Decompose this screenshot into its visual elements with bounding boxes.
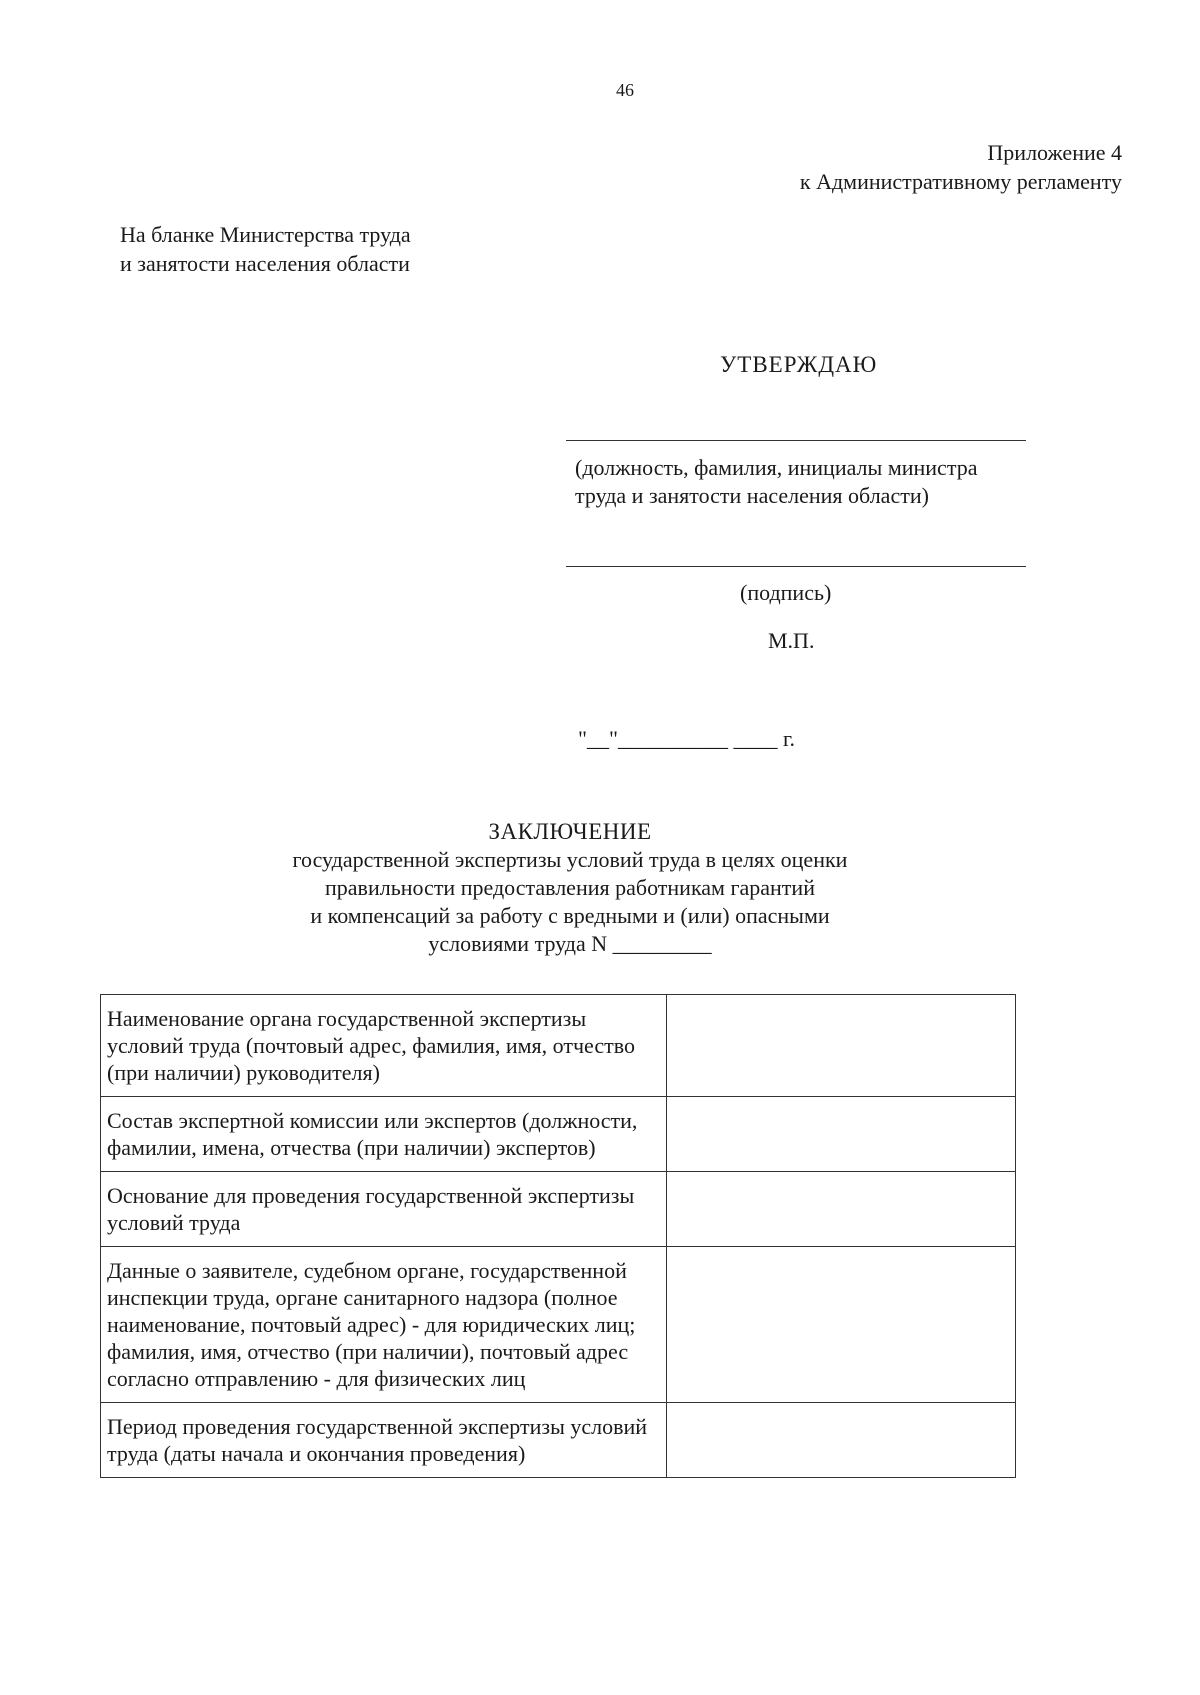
position-caption <box>575 454 977 510</box>
table-row-value <box>667 1403 1016 1478</box>
position-blank-line <box>566 440 1026 441</box>
document-title-line-1: государственной экспертизы условий труда в целях оценки <box>292 847 848 872</box>
letterhead-note-line-2: и занятости населения области <box>120 251 410 276</box>
stamp-placeholder: М.П. <box>768 628 815 653</box>
letterhead-note-line-1: На бланке Министерства труда <box>120 222 411 247</box>
appendix-line-2: к Административному регламенту <box>799 169 1122 194</box>
table-row <box>101 1172 1016 1247</box>
table-row-value <box>667 1172 1016 1247</box>
document-title-line-2: правильности предоставления работникам гарантий <box>325 875 815 900</box>
table-row-label: Основание для проведения государственной экспертизы условий труда <box>101 1172 667 1247</box>
document-title <box>150 818 990 958</box>
signature-blank-line <box>566 566 1026 567</box>
position-caption-line-1: (должность, фамилия, инициалы министра <box>575 455 978 480</box>
appendix-line-1: Приложение 4 <box>987 140 1122 165</box>
page-number: 46 <box>616 80 634 100</box>
table-row-label: Состав экспертной комиссии или экспертов (должности, фамилии, имена, отчества (при наличии) экспертов) <box>101 1097 667 1172</box>
table-row-value <box>667 995 1016 1097</box>
table-row <box>101 1247 1016 1403</box>
table-row-value <box>667 1247 1016 1403</box>
table-row <box>101 1403 1016 1478</box>
table-row-label: Период проведения государственной экспертизы условий труда (даты начала и окончания проведения) <box>101 1403 667 1478</box>
document-title-main: ЗАКЛЮЧЕНИЕ <box>488 819 652 844</box>
table-row <box>101 1097 1016 1172</box>
appendix-reference <box>800 138 1122 196</box>
approval-date-line: "__"__________ ____ г. <box>578 726 796 751</box>
signature-caption: (подпись) <box>740 580 832 605</box>
letterhead-note <box>120 220 411 278</box>
position-caption-line-2: труда и занятости населения области) <box>575 483 929 508</box>
document-title-line-3: и компенсаций за работу с вредными и (или) опасными <box>310 903 830 928</box>
document-title-line-4: условиями труда N _________ <box>428 931 712 956</box>
table-row <box>101 995 1016 1097</box>
table-row-label: Наименование органа государственной экспертизы условий труда (почтовый адрес, фамилия, имя, отчество (при наличии) руководителя) <box>101 995 667 1097</box>
table-row-label: Данные о заявителе, судебном органе, государственной инспекции труда, органе санитарного надзора (полное наименование, почтовый адрес) - для юридических лиц; фамилия, имя, отчество (при наличии), почтовый адрес согласно отправлению - для физических лиц <box>101 1247 667 1403</box>
expertise-table <box>100 994 1016 1478</box>
approval-heading: УТВЕРЖДАЮ <box>720 352 878 377</box>
table-row-value <box>667 1097 1016 1172</box>
